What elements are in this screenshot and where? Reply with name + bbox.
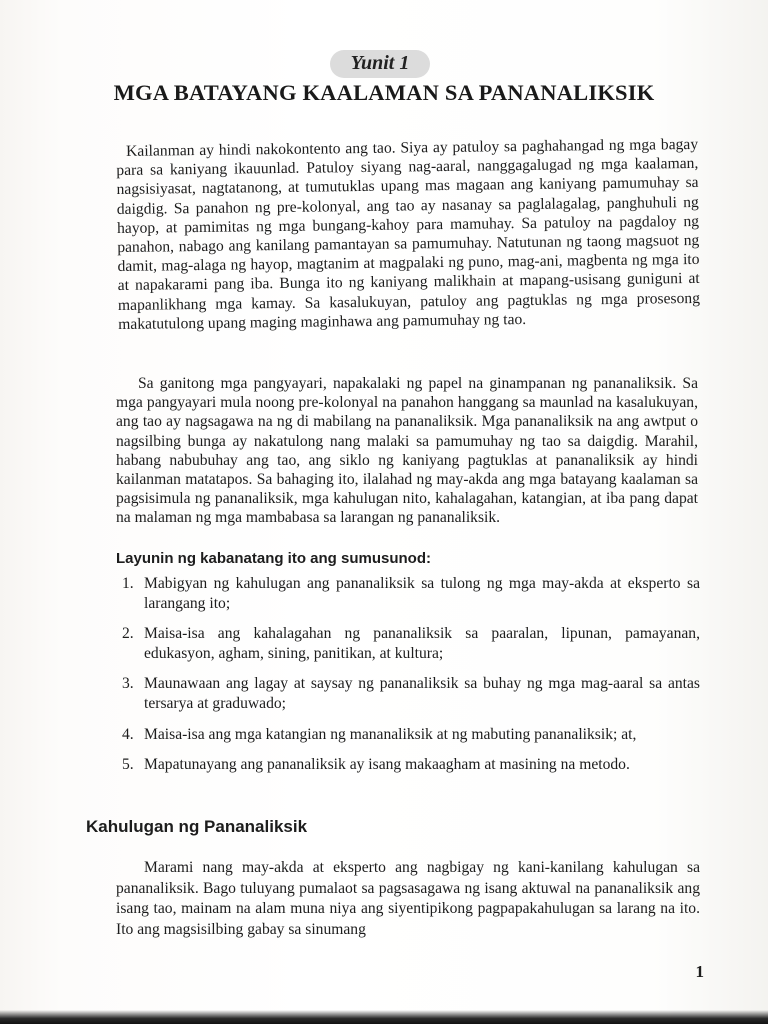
list-item bbox=[116, 755, 700, 775]
objectives-list bbox=[116, 574, 700, 775]
objectives-heading: Layunin ng kabanatang ito ang sumusunod: bbox=[116, 550, 432, 567]
list-item-text: Maunawaan ang lagay at saysay ng pananaliksik sa buhay ng mga mag-aaral sa antas tersarya at graduwado; bbox=[144, 675, 700, 712]
chapter-title: MGA BATAYANG KAALAMAN SA PANANALIKSIK bbox=[113, 80, 655, 105]
list-item-number: 5. bbox=[122, 756, 134, 774]
list-item bbox=[116, 574, 700, 613]
list-item bbox=[116, 725, 700, 745]
unit-label: Yunit 1 bbox=[330, 50, 430, 78]
section-heading: Kahulugan ng Pananaliksik bbox=[86, 817, 308, 836]
list-item-number: 3. bbox=[122, 675, 134, 693]
paragraph-intro: Kailanman ay hindi nakokontento ang tao. Siya ay patuloy sa paghahangad ng mga bagay para sa kaniyang ikauunlad. Patuloy siyang nag-aaral, nanggagalugad ng mga kaalaman, nagsisiyasat, nagtatanong, at tumutuklas upang mas magaan ang kaniyang pamumuhay sa daigdig. Sa panahon ng pre-kolonyal, ang tao ay nasanay sa paglalagalag, panghuhuli ng hayop, at pamimitas ng mga bungang-kahoy para mamuhay. Sa patuloy na pagdaloy ng panahon, nabago ang kanilang pamantayan sa pamumuhay. Natutunan ng taong magsuot ng damit, mag-alaga ng hayop, magtanim at magpalaki ng puno, mag-ani, magbenta ng mga ito at napakarami pang iba. Bunga ito ng kaniyang malikhain at mapang-usisang guniguni at mapanlikhang mga kamay. Sa kasalukuyan, patuloy ang pagtuklas ng mga prosesong makatutulong upang maging maginhawa ang pamumuhay ng tao. bbox=[116, 135, 701, 333]
list-item-text: Mabigyan ng kahulugan ang pananaliksik sa tulong ng mga may-akda at eksperto sa larangang ito; bbox=[144, 575, 700, 612]
paragraph-definition: Marami nang may-akda at eksperto ang nagbigay ng kani-kanilang kahulugan sa pananaliksik. Bago tuluyang pumalaot sa pagsasagawa ng isang aktuwal na pananaliksik ang isang tao, mainam na alam muna niya ang siyentipikong pagpapakahulugan sa larang na ito. Ito ang magsisilbing gabay sa sinumang bbox=[116, 859, 700, 938]
page-number: 1 bbox=[695, 962, 704, 981]
paragraph-context: Sa ganitong mga pangyayari, napakalaki ng papel na ginampanan ng pananaliksik. Sa mga pangyayari mula noong pre-kolonyal na panahon hanggang sa maunlad na kasalukuyan, ang tao ay nagsagawa na ng di mabilang na pananaliksik. Mga pananaliksik na ang awtput o nagsilbing bunga ay nakatulong nang malaki sa pamumuhay ng tao sa daigdig. Marahil, habang nabubuhay ang tao, ang siklo ng kaniyang pagtuklas at pananaliksik ay hindi kailanman matatapos. Sa bahaging ito, ilalahad ng may-akda ang mga batayang kaalaman sa pagsisimula ng pananaliksik, mga kahulugan nito, kahalagahan, katangian, at iba pang dapat na malaman ng mga mambabasa sa larangan ng pananaliksik. bbox=[116, 375, 698, 527]
list-item-text: Maisa-isa ang mga katangian ng mananaliksik at ng mabuting pananaliksik; at, bbox=[144, 725, 637, 743]
list-item-number: 2. bbox=[122, 625, 134, 643]
list-item-number: 1. bbox=[122, 575, 134, 592]
list-item bbox=[116, 674, 700, 713]
list-item-text: Mapatunayang ang pananaliksik ay isang makaagham at masining na metodo. bbox=[144, 756, 630, 774]
list-item bbox=[116, 624, 700, 663]
list-item-number: 4. bbox=[122, 725, 134, 743]
page-edge-shadow bbox=[0, 1010, 768, 1024]
list-item-text: Maisa-isa ang kahalagahan ng pananaliksik sa paaralan, lipunan, pamayanan, edukasyon, agham, sining, panitikan, at kultura; bbox=[144, 625, 700, 662]
